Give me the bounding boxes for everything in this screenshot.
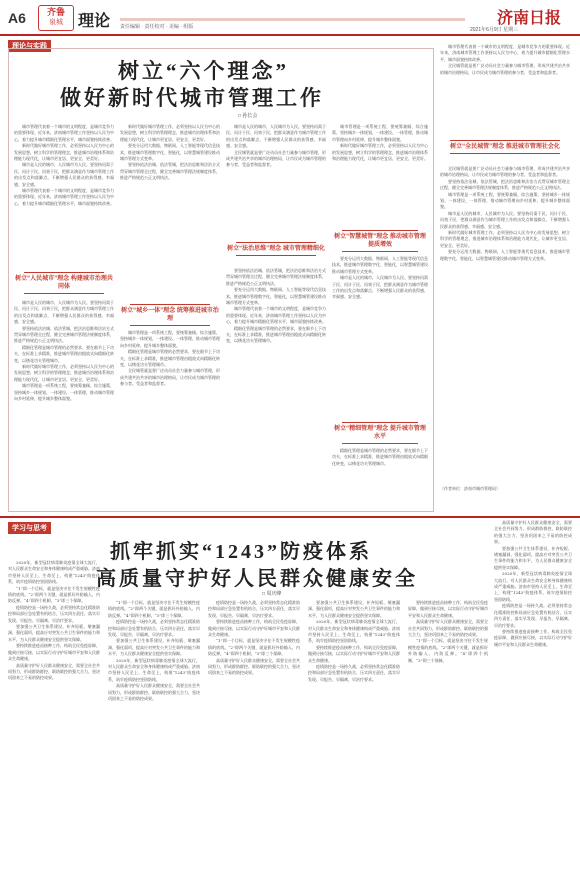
article2-para: 高质量守护好人民群众健康安全，需要全社会共同努力，形成群防群控、联防联控的强大合力，坚决巩固来之不易的防控成果。 (208, 657, 300, 676)
article1-para: 要坚持依法治城、依法管城，把法治思维和法治方式贯穿城市管理全过程，健全完善城市管理法规制度体系，推进严格规范公正文明执法。 (440, 178, 570, 191)
article2-para: 要持续推进疫苗接种工作，构筑全民免疫屏障，做到应接尽接，以实际行动守护好城市平安和人民群众生命健康。 (208, 619, 300, 638)
article1-para: 精细化管理是城市管理的必然要求，要在细节上下功夫，在标准上求精准，推进城市管理由粗放式向精细化转变，以绣花功夫管理城市。 (120, 349, 220, 368)
header-divider (120, 18, 465, 21)
article1-para: 城市管理代表着一个城市的文明程度，是城市竞争力的重要体现。近年来，济南城市管理工作坚持以人民为中心，着力提升城市精细化管理水平，城市面貌持续改善。 (440, 44, 570, 62)
article2-para: 2020年，新型冠状病毒肺炎疫情全球大流行，对人民群众生命安全和身体健康构成严重威胁。济南市坚持人民至上、生命至上，构建“1243”防疫体系，筑牢疫情防控坚固防线。 (308, 619, 400, 644)
article2-para: 要加强公共卫生体系建设，补齐短板、堵塞漏洞、强化弱项，提高应对突发公共卫生事件的能力和水平，为人民群众健康安全提供坚实保障。 (494, 545, 572, 570)
article2-headline-2: 高质量守护好人民群众健康安全 (96, 568, 418, 590)
article2-para: 高质量守护好人民群众健康安全，需要全社会共同努力，形成群防群控、联防联控的强大合力，坚决巩固来之不易的防控成果。 (108, 683, 200, 702)
header-rule (0, 34, 580, 36)
article1-headline-1: 树立“六个理念” (118, 59, 289, 83)
article1-para: 城市管理是一项系统工程，要统筹兼顾、综合施策，坚持城乡一体规划、一体建设、一体管理，推动城市管理向乡村延伸，提升城乡整体面貌。 (440, 191, 570, 210)
article1-para: 精细化管理是城市管理的必然要求，要在细节上下功夫，在标准上求精准，推进城市管理由粗放式向精细化转变，以绣花功夫管理城市。 (332, 448, 428, 466)
article1-para: 城市是人民的城市，人民城市为人民。要坚持问需于民、问计于民、问效于民，把群众满意作为城市管理工作的出发点和落脚点，不断增强人民群众的获得感、幸福感、安全感。 (440, 210, 570, 229)
article2-para: 疫情防控是一场持久战，必须坚持常态化精准防控和局部应急处置有机结合，压实四方责任，落实早发现、早报告、早隔离、早治疗要求。 (308, 664, 400, 682)
article1-para: 城市是人民的城市，人民城市为人民。要坚持问需于民、问计于民、问效于民，把群众满意作为城市管理工作的出发点和落脚点，不断增强人民群众的获得感、幸福感、安全感。 (332, 275, 428, 300)
article2-para: “1”即一个目标，就是坚决守住不发生规模性疫情的底线。“2”即两个关键，就是抓好外防输入、内防反弹。“4”即四个机制，“3”即三个保障。 (108, 600, 200, 618)
editor-line: 责任编辑 · 责任校对 · 美编 · 组版 (120, 24, 194, 30)
article2-col-5 (408, 600, 488, 885)
article1-para: 城市管理代表着一个城市的文明程度，是城市竞争力的重要体现。近年来，济南城市管理工作坚持以人民为中心，着力提升城市精细化管理水平，城市面貌持续改善。 (14, 188, 114, 206)
article1-para: 新时代做好城市管理工作，必须坚持以人民为中心的发展思想，树立科学的管理理念，推进城市治理体系和治理能力现代化，让城市更宜居、更安全、更美好。 (120, 124, 220, 142)
article1-col-4 (332, 124, 428, 224)
article1-subhead: 树立“精细管理”理念 提升城市管理水平 (332, 420, 428, 446)
article1-para: 要充分运用大数据、物联网、人工智能等现代信息技术，推进城市管理数字化、智能化，以智慧城管建设推动城市管理方式变革。 (226, 287, 326, 306)
article2-para: “1”即一个目标，就是坚决守住不发生规模性疫情的底线。“2”即两个关键，就是抓好外防输入、内防反弹。“4”即四个机制，“3”即三个保障。 (408, 638, 488, 663)
article1-para: 新时代做好城市管理工作，必须坚持以人民为中心的发展思想，树立科学的管理理念，推进城市治理体系和治理能力现代化，让城市更宜居、更安全、更美好。 (332, 143, 428, 162)
article2-para: 高质量守护好人民群众健康安全，需要全社会共同努力，形成群防群控、联防联控的强大合力，坚决巩固来之不易的防控成果。 (408, 619, 488, 638)
article1-col-5 (440, 44, 570, 136)
article2-byline: □ 周庆峰 (262, 591, 282, 597)
article1-subhead: 树立“法治思维”理念 城市管理精细化 (226, 240, 326, 258)
newspaper-logo (38, 5, 74, 31)
article2-col-1 (8, 560, 100, 885)
article1-para: 要坚持依法治城、依法管城，把法治思维和法治方式贯穿城市管理全过程，健全完善城市管理法规制度体系，推进严格规范公正文明执法。 (14, 325, 114, 344)
issue-date: 2021年6月9日 星期三 (470, 27, 519, 33)
article1-para: 城市是人民的城市，人民城市为人民。要坚持问需于民、问计于民、问效于民，把群众满意作为城市管理工作的出发点和落脚点，不断增强人民群众的获得感、幸福感、安全感。 (14, 300, 114, 325)
article1-col-3b (226, 268, 326, 505)
article1-col-5b (440, 166, 570, 481)
article1-para: 全民城管就是要广泛动员社会力量参与城市管理，形成共建共治共享的城市治理格局，让市民成为城市管理的参与者、受益者和监督者。 (120, 368, 220, 387)
article1-headline-2: 做好新时代城市管理工作 (60, 86, 324, 110)
article1-para: 城市管理是一项系统工程，要统筹兼顾、综合施策，坚持城乡一体规划、一体建设、一体管理，推动城市管理向乡村延伸，提升城乡整体面貌。 (120, 330, 220, 348)
article2-para: 2020年，新型冠状病毒肺炎疫情全球大流行，对人民群众生命安全和身体健康构成严重威胁。济南市坚持人民至上、生命至上，构建“1243”防疫体系，筑牢疫情防控坚固防线。 (108, 657, 200, 682)
article1-subhead: 树立“全民城管”理念 推进城市管理社会化 (440, 138, 570, 156)
article2-para: 要加强公共卫生体系建设，补齐短板、堵塞漏洞、强化弱项，提高应对突发公共卫生事件的能力和水平，为人民群众健康安全提供坚实保障。 (108, 638, 200, 657)
logo-text-2: 泉城 (49, 19, 63, 26)
article1-col-3 (226, 124, 326, 234)
article1-col-4b (332, 256, 428, 416)
article1-col-2b (120, 330, 220, 505)
article1-para: 要坚持依法治城、依法管城，把法治思维和法治方式贯穿城市管理全过程，健全完善城市管理法规制度体系，推进严格规范公正文明执法。 (226, 268, 326, 286)
article1-tag: 理论与实践 (8, 40, 51, 52)
article2-para: 要加强公共卫生体系建设，补齐短板、堵塞漏洞、强化弱项，提高应对突发公共卫生事件的能力和水平，为人民群众健康安全提供坚实保障。 (8, 624, 100, 642)
article2-para: 要持续推进疫苗接种工作，构筑全民免疫屏障，做到应接尽接，以实际行动守护好城市平安和人民群众生命健康。 (494, 628, 572, 647)
page-header (0, 0, 580, 36)
article2-para: 高质量守护好人民群众健康安全，需要全社会共同努力，形成群防群控、联防联控的强大合力，坚决巩固来之不易的防控成果。 (494, 520, 572, 545)
article1-col-1 (14, 124, 114, 264)
article2-para: 高质量守护好人民群众健康安全，需要全社会共同努力，形成群防群控、联防联控的强大合力，坚决巩固来之不易的防控成果。 (8, 662, 100, 681)
article1-subhead: 树立“人民城市”理念 构建城市治理共同体 (14, 270, 114, 296)
article1-para: 城市是人民的城市，人民城市为人民。要坚持问需于民、问计于民、问效于民，把群众满意作为城市管理工作的出发点和落脚点，不断增强人民群众的获得感、幸福感、安全感。 (14, 162, 114, 187)
article2-para: 疫情防控是一场持久战，必须坚持常态化精准防控和局部应急处置有机结合，压实四方责任，落实早发现、早报告、早隔离、早治疗要求。 (208, 600, 300, 618)
article1-para: 新时代做好城市管理工作，必须坚持以人民为中心的发展思想，树立科学的管理理念，推进城市治理体系和治理能力现代化，让城市更宜居、更安全、更美好。 (14, 364, 114, 382)
article1-col-4c (332, 448, 428, 505)
article2-col-3 (208, 600, 300, 885)
masthead: 济南日报 (497, 10, 562, 27)
article2-para: 要持续推进疫苗接种工作，构筑全民免疫屏障，做到应接尽接，以实际行动守护好城市平安和人民群众生命健康。 (408, 600, 488, 618)
article1-para: 城市管理是一项系统工程，要统筹兼顾、综合施策，坚持城乡一体规划、一体建设、一体管理，推动城市管理向乡村延伸，提升城乡整体面貌。 (332, 124, 428, 142)
article1-para: 要充分运用大数据、物联网、人工智能等现代信息技术，推进城市管理数字化、智能化，以智慧城管建设推动城市管理方式变革。 (440, 249, 570, 261)
article1-col-1b (14, 300, 114, 505)
article1-para: 城市是人民的城市，人民城市为人民。要坚持问需于民、问计于民、问效于民，把群众满意作为城市管理工作的出发点和落脚点，不断增强人民群众的获得感、幸福感、安全感。 (226, 124, 326, 149)
article1-para: 全民城管就是要广泛动员社会力量参与城市管理，形成共建共治共享的城市治理格局，让市民成为城市管理的参与者、受益者和监督者。 (440, 166, 570, 178)
article2-para: 疫情防控是一场持久战，必须坚持常态化精准防控和局部应急处置有机结合，压实四方责任，落实早发现、早报告、早隔离、早治疗要求。 (8, 604, 100, 623)
article1-byline: □ 孙长会 (238, 113, 258, 119)
article1-para: 要坚持依法治城、依法管城，把法治思维和法治方式贯穿城市管理全过程，健全完善城市管理法规制度体系，推进严格规范公正文明执法。 (120, 162, 220, 181)
article2-para: 要加强公共卫生体系建设，补齐短板、堵塞漏洞、强化弱项，提高应对突发公共卫生事件的能力和水平，为人民群众健康安全提供坚实保障。 (308, 600, 400, 618)
article1-para: 全民城管就是要广泛动员社会力量参与城市管理，形成共建共治共享的城市治理格局，让市民成为城市管理的参与者、受益者和监督者。 (440, 63, 570, 75)
article1-para: 精细化管理是城市管理的必然要求，要在细节上下功夫，在标准上求精准，推进城市管理由粗放式向精细化转变，以绣花功夫管理城市。 (226, 325, 326, 344)
section-rule (0, 516, 580, 518)
article2-col-2 (108, 600, 200, 885)
article2-para: “1”即一个目标，就是坚决守住不发生规模性疫情的底线。“2”即两个关键，就是抓好外防输入、内防反弹。“4”即四个机制，“3”即三个保障。 (208, 638, 300, 657)
article2-col-6 (494, 520, 572, 885)
article2-headline-1: 抓牢抓实“1243”防疫体系 (110, 541, 372, 563)
article2-para: 疫情防控是一场持久战，必须坚持常态化精准防控和局部应急处置有机结合，压实四方责任，落实早发现、早报告、早隔离、早治疗要求。 (108, 619, 200, 638)
article2-para: 要持续推进疫苗接种工作，构筑全民免疫屏障，做到应接尽接，以实际行动守护好城市平安和人民群众生命健康。 (308, 644, 400, 663)
section-title: 理论 (78, 13, 111, 30)
article1-para: 城市管理代表着一个城市的文明程度，是城市竞争力的重要体现。近年来，济南城市管理工作坚持以人民为中心，着力提升城市精细化管理水平，城市面貌持续改善。 (14, 124, 114, 142)
article2-para: 2020年，新型冠状病毒肺炎疫情全球大流行，对人民群众生命安全和身体健康构成严重威胁。济南市坚持人民至上、生命至上，构建“1243”防疫体系，筑牢疫情防控坚固防线。 (8, 560, 100, 585)
article1-para: 新时代做好城市管理工作，必须坚持以人民为中心的发展思想，树立科学的管理理念，推进城市治理体系和治理能力现代化，让城市更宜居、更安全、更美好。 (440, 230, 570, 248)
article1-para: 精细化管理是城市管理的必然要求，要在细节上下功夫，在标准上求精准，推进城市管理由粗放式向精细化转变，以绣花功夫管理城市。 (14, 344, 114, 363)
article2-para: 2020年，新型冠状病毒肺炎疫情全球大流行，对人民群众生命安全和身体健康构成严重威胁。济南市坚持人民至上、生命至上，构建“1243”防疫体系，筑牢疫情防控坚固防线。 (494, 571, 572, 602)
page-number: A6 (8, 10, 26, 26)
article2-col-4 (308, 600, 400, 885)
logo-text-1: 齐鲁 (46, 7, 65, 17)
article1-para: 新时代做好城市管理工作，必须坚持以人民为中心的发展思想，树立科学的管理理念，推进城市治理体系和治理能力现代化，让城市更宜居、更安全、更美好。 (14, 143, 114, 162)
article1-para: 城市管理是一项系统工程，要统筹兼顾、综合施策，坚持城乡一体规划、一体建设、一体管理，推动城市管理向乡村延伸，提升城乡整体面貌。 (14, 383, 114, 402)
article1-para: 城市管理代表着一个城市的文明程度，是城市竞争力的重要体现。近年来，济南城市管理工作坚持以人民为中心，着力提升城市精细化管理水平，城市面貌持续改善。 (226, 306, 326, 325)
article2-tag: 学习与思考 (8, 522, 51, 534)
article1-para: 要充分运用大数据、物联网、人工智能等现代信息技术，推进城市管理数字化、智能化，以智慧城管建设推动城市管理方式变革。 (120, 143, 220, 162)
article1-subhead: 树立“城乡一体”理念 统筹推进城市治理 (120, 302, 220, 328)
article1-note: （作者单位：济南市城市管理局） (440, 486, 500, 491)
article1-para: 要充分运用大数据、物联网、人工智能等现代信息技术，推进城市管理数字化、智能化，以智慧城管建设推动城市管理方式变革。 (332, 256, 428, 274)
article1-subhead: 树立“智慧城管”理念 推动城市管理提质增效 (332, 228, 428, 254)
article2-para: 疫情防控是一场持久战，必须坚持常态化精准防控和局部应急处置有机结合，压实四方责任，落实早发现、早报告、早隔离、早治疗要求。 (494, 603, 572, 628)
article2-para: “1”即一个目标，就是坚决守住不发生规模性疫情的底线。“2”即两个关键，就是抓好外防输入、内防反弹。“4”即四个机制，“3”即三个保障。 (8, 585, 100, 604)
article2-para: 要持续推进疫苗接种工作，构筑全民免疫屏障，做到应接尽接，以实际行动守护好城市平安和人民群众生命健康。 (8, 643, 100, 662)
article1-para: 全民城管就是要广泛动员社会力量参与城市管理，形成共建共治共享的城市治理格局，让市民成为城市管理的参与者、受益者和监督者。 (226, 149, 326, 168)
